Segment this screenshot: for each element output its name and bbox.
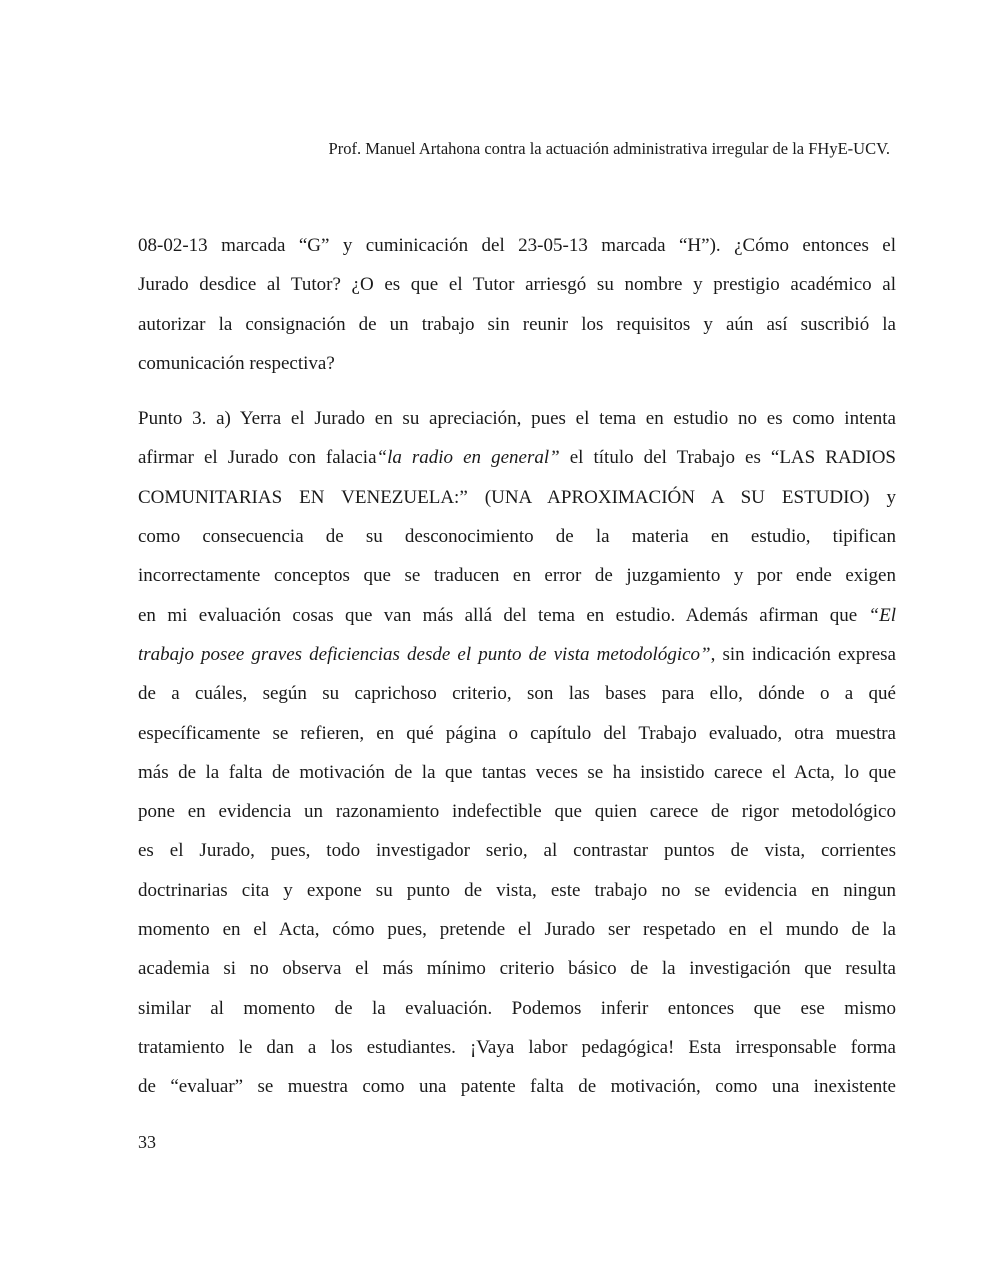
text-line: Punto 3. a) Yerra el Jurado en su apreciación, pues el tema en estudio no es como intenta [138, 408, 896, 430]
text-line: más de la falta de motivación de la que tantas veces se ha insistido carece el Acta, lo que [138, 761, 896, 783]
document-body [138, 226, 896, 1107]
text-line: como consecuencia de su desconocimiento de la materia en estudio, tipifican [138, 526, 896, 548]
text-line [138, 596, 896, 635]
text-line: comunicación respectiva? [138, 352, 335, 374]
text-line: 08-02-13 marcada “G” y cuminicación del 23-05-13 marcada “H”). ¿Cómo entonces el [138, 235, 896, 256]
text-line: es el Jurado, pues, todo investigador serio, al contrastar puntos de vista, corrientes [138, 840, 896, 862]
text-line: autorizar la consignación de un trabajo sin reunir los requisitos y aún así suscribió la [138, 313, 896, 335]
quoted-italic-text: trabajo posee graves deficiencias desde el punto de vista metodológico” [138, 643, 711, 665]
text-line: similar al momento de la evaluación. Podemos inferir entonces que ese mismo [138, 997, 896, 1019]
text-run: afirmar el Jurado con falacia [138, 447, 377, 469]
text-line [138, 635, 896, 674]
text-line: pone en evidencia un razonamiento indefectible que quien carece de rigor metodológico [138, 801, 896, 823]
text-line: doctrinarias cita y expone su punto de vista, este trabajo no se evidencia en ningun [138, 879, 896, 901]
text-line: momento en el Acta, cómo pues, pretende el Jurado ser respetado en el mundo de la [138, 919, 896, 941]
text-line: tratamiento le dan a los estudiantes. ¡Vaya labor pedagógica! Esta irresponsable forma [138, 1036, 896, 1058]
paragraph-1 [138, 226, 896, 383]
running-header: Prof. Manuel Artahona contra la actuación administrativa irregular de la FHyE-UCV. [328, 139, 890, 158]
quoted-italic-text: “El [868, 604, 896, 626]
text-line: específicamente se refieren, en qué página o capítulo del Trabajo evaluado, otra muestra [138, 722, 896, 744]
text-line [138, 438, 896, 477]
text-line: de a cuáles, según su caprichoso criterio, son las bases para ello, dónde o a qué [138, 683, 896, 705]
paragraph-2 [138, 399, 896, 1106]
text-line: academia si no observa el más mínimo criterio básico de la investigación que resulta [138, 958, 896, 980]
quoted-italic-text: “la radio en general” [376, 447, 560, 469]
text-run: el título del Trabajo es “LAS RADIOS [559, 447, 896, 469]
page-number: 33 [138, 1132, 156, 1152]
text-run: en mi evaluación cosas que van más allá del tema en estudio. Además afirman que [138, 604, 869, 626]
text-line: Jurado desdice al Tutor? ¿O es que el Tutor arriesgó su nombre y prestigio académico al [138, 274, 896, 296]
text-line: de “evaluar” se muestra como una patente falta de motivación, como una inexistente [138, 1076, 896, 1098]
text-run: , sin indicación expresa [710, 643, 896, 665]
text-line: COMUNITARIAS EN VENEZUELA:” (UNA APROXIMACIÓN A SU ESTUDIO) y [138, 486, 896, 508]
text-line: incorrectamente conceptos que se traducen en error de juzgamiento y por ende exigen [138, 565, 896, 587]
